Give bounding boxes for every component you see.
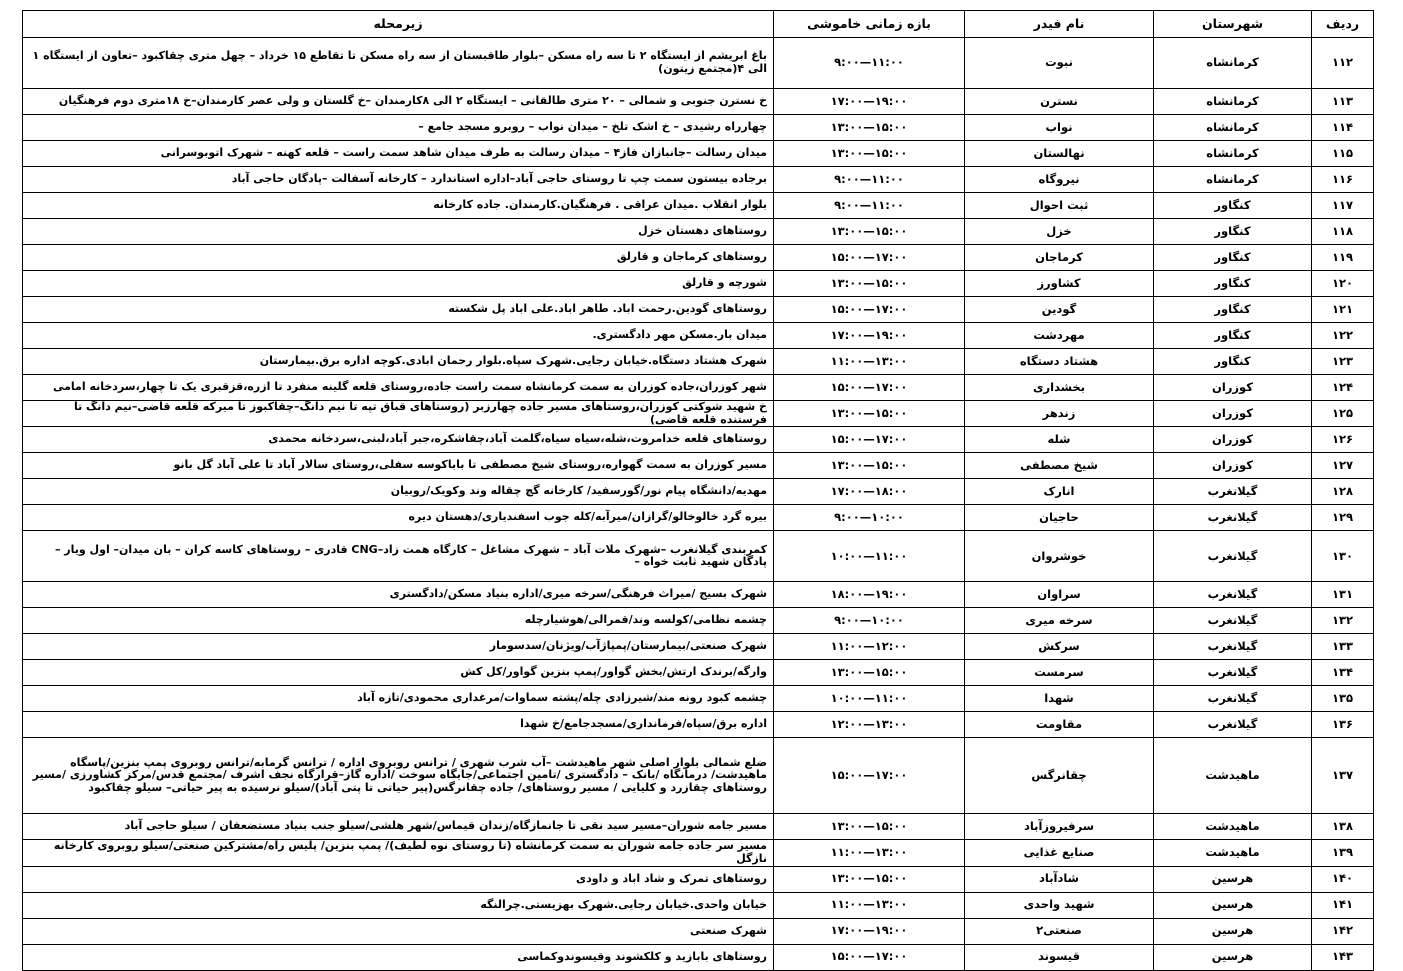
feeder-cell: خوشروان [965,531,1154,582]
area-cell: شهرک صنعتی [23,918,774,944]
time-range-cell: ۱۵:۰۰—۱۳:۰۰ [774,660,965,686]
table-row [23,375,1374,401]
city-cell: گیلانغرب [1154,479,1312,505]
feeder-cell: بخشداری [965,375,1154,401]
table-row [23,245,1374,271]
area-cell: میدان بار.مسکن مهر دادگستری. [23,323,774,349]
time-range-cell: ۱۱:۰۰—۹:۰۰ [774,38,965,89]
city-cell: هرسین [1154,918,1312,944]
outage-table-container [22,10,1374,964]
table-row [23,297,1374,323]
time-range-cell: ۱۵:۰۰—۱۳:۰۰ [774,219,965,245]
row-number-cell: ۱۲۹ [1312,505,1374,531]
table-row [23,401,1374,427]
city-cell: کوزران [1154,401,1312,427]
area-cell: روستاهای بابازید و کلکشوند وقیسوندوکماسی [23,944,774,970]
row-number-cell: ۱۴۱ [1312,892,1374,918]
city-cell: گیلانغرب [1154,686,1312,712]
time-range-cell: ۱۵:۰۰—۱۳:۰۰ [774,141,965,167]
feeder-cell: خزل [965,219,1154,245]
row-number-cell: ۱۲۳ [1312,349,1374,375]
row-number-cell: ۱۳۲ [1312,608,1374,634]
area-cell: اداره برق/سپاه/فرمانداری/مسجدجامع/خ شهدا [23,712,774,738]
feeder-cell: انارک [965,479,1154,505]
row-number-cell: ۱۱۷ [1312,193,1374,219]
area-cell: برجاده بیستون سمت چپ تا روستای حاجی آباد–اداره استاندارد – کارخانه آسفالت –پادگان حاجی آباد [23,167,774,193]
row-number-cell: ۱۳۵ [1312,686,1374,712]
city-cell: گیلانغرب [1154,505,1312,531]
time-range-cell: ۱۵:۰۰—۱۳:۰۰ [774,814,965,840]
feeder-cell: کشاورز [965,271,1154,297]
area-cell: مسیر کوزران به سمت گهواره،روستای شیخ مصطفی تا باباکوسه سفلی،روستای سالار آباد تا علی آباد گل بانو [23,453,774,479]
table-row [23,660,1374,686]
table-row [23,38,1374,89]
table-row [23,918,1374,944]
header-row-number: ردیف [1312,11,1374,38]
time-range-cell: ۱۵:۰۰—۱۳:۰۰ [774,271,965,297]
feeder-cell: نواب [965,115,1154,141]
area-cell: بیره گرد خالوخالو/گرازان/میرآبه/کله جوب اسفندیاری/دهستان دیره [23,505,774,531]
feeder-cell: سرفیروزآباد [965,814,1154,840]
row-number-cell: ۱۲۴ [1312,375,1374,401]
city-cell: کرمانشاه [1154,38,1312,89]
time-range-cell: ۱۵:۰۰—۱۳:۰۰ [774,866,965,892]
area-cell: روستاهای کرماجان و قارلق [23,245,774,271]
feeder-cell: قیسوند [965,944,1154,970]
row-number-cell: ۱۳۳ [1312,634,1374,660]
area-cell: چهارراه رشیدی – خ اشک تلخ – میدان نواب – روبرو مسجد جامع – [23,115,774,141]
table-row [23,453,1374,479]
area-cell: شورچه و قارلق [23,271,774,297]
table-row [23,479,1374,505]
table-row [23,738,1374,814]
time-range-cell: ۱۰:۰۰—۹:۰۰ [774,608,965,634]
table-row [23,840,1374,866]
time-range-cell: ۱۸:۰۰—۱۷:۰۰ [774,479,965,505]
time-range-cell: ۱۱:۰۰—۱۰:۰۰ [774,686,965,712]
row-number-cell: ۱۱۳ [1312,89,1374,115]
row-number-cell: ۱۳۱ [1312,582,1374,608]
feeder-cell: کرماجان [965,245,1154,271]
time-range-cell: ۱۳:۰۰—۱۱:۰۰ [774,349,965,375]
time-range-cell: ۱۵:۰۰—۱۳:۰۰ [774,401,965,427]
time-range-cell: ۱۷:۰۰—۱۵:۰۰ [774,944,965,970]
table-body [23,38,1374,971]
city-cell: ماهیدشت [1154,814,1312,840]
area-cell: روستاهای دهستان خزل [23,219,774,245]
area-cell: شهرک هشتاد دستگاه.خیابان رجایی.شهرک سپاه.بلوار رحمان ابادی.کوچه اداره برق.بیمارستان [23,349,774,375]
city-cell: هرسین [1154,892,1312,918]
city-cell: کرمانشاه [1154,89,1312,115]
city-cell: کنگاور [1154,219,1312,245]
table-header-row [23,11,1374,38]
feeder-cell: مقاومت [965,712,1154,738]
row-number-cell: ۱۳۶ [1312,712,1374,738]
table-row [23,193,1374,219]
feeder-cell: حاجیان [965,505,1154,531]
time-range-cell: ۱۷:۰۰—۱۵:۰۰ [774,297,965,323]
header-area: زیرمحله [23,11,774,38]
row-number-cell: ۱۲۱ [1312,297,1374,323]
city-cell: کرمانشاه [1154,167,1312,193]
header-feeder: نام فیدر [965,11,1154,38]
time-range-cell: ۱۷:۰۰—۱۵:۰۰ [774,427,965,453]
row-number-cell: ۱۱۵ [1312,141,1374,167]
time-range-cell: ۱۷:۰۰—۱۵:۰۰ [774,375,965,401]
city-cell: گیلانغرب [1154,582,1312,608]
area-cell: شهر کوزران،جاده کوزران به سمت کرمانشاه سمت راست جاده،روستای قلعه گلینه منفرد تا ازره،قزقبری یک تا چهار،سردخانه امامی [23,375,774,401]
table-row [23,505,1374,531]
feeder-cell: صنایع غذایی [965,840,1154,866]
table-row [23,89,1374,115]
table-row [23,866,1374,892]
table-row [23,271,1374,297]
time-range-cell: ۱۹:۰۰—۱۷:۰۰ [774,323,965,349]
feeder-cell: زندهر [965,401,1154,427]
table-row [23,892,1374,918]
city-cell: کنگاور [1154,193,1312,219]
row-number-cell: ۱۱۲ [1312,38,1374,89]
feeder-cell: شیخ مصطفی [965,453,1154,479]
city-cell: ماهیدشت [1154,738,1312,814]
area-cell: باغ ابریشم از ایستگاه ۲ تا سه راه مسکن –بلوار طاقبستان از سه راه مسکن تا تقاطع ۱۵ خرداد – چهل متری چقاکبود –تعاون از ایستگاه ۱ الی ۴(مجتمع زیتون) [23,38,774,89]
area-cell: روستاهای گودین.رحمت اباد. طاهر اباد.علی اباد پل شکسته [23,297,774,323]
row-number-cell: ۱۳۹ [1312,840,1374,866]
area-cell: شهرک بسیج /میراث فرهنگی/سرخه میری/اداره بنیاد مسکن/دادگستری [23,582,774,608]
table-row [23,686,1374,712]
city-cell: کوزران [1154,453,1312,479]
feeder-cell: گودین [965,297,1154,323]
time-range-cell: ۱۱:۰۰—۱۰:۰۰ [774,531,965,582]
row-number-cell: ۱۴۰ [1312,866,1374,892]
time-range-cell: ۱۹:۰۰—۱۸:۰۰ [774,582,965,608]
area-cell: روستاهای قلعه خدامروت،شله،سیاه سیاه،گلمت آباد،چقاشکره،جبر آباد،لبنی،سردخانه محمدی [23,427,774,453]
time-range-cell: ۱۲:۰۰—۱۱:۰۰ [774,634,965,660]
row-number-cell: ۱۴۳ [1312,944,1374,970]
table-row [23,349,1374,375]
feeder-cell: سرمست [965,660,1154,686]
city-cell: گیلانغرب [1154,634,1312,660]
area-cell: مسیر سر جاده جامه شوران به سمت کرمانشاه (تا روستای نوه لطیف)/ پمپ بنزین/ پلیس راه/مشترکین صنعتی/سیلو روبروی کارخانه نازگل [23,840,774,866]
feeder-cell: صنعتی۲ [965,918,1154,944]
city-cell: هرسین [1154,944,1312,970]
feeder-cell: نهالستان [965,141,1154,167]
city-cell: کرمانشاه [1154,115,1312,141]
feeder-cell: شله [965,427,1154,453]
area-cell: مسیر جامه شوران–مسیر سید نقی تا جانمازگاه/زندان قیماس/شهر هلشی/سیلو جنب بنیاد مستضعفان / سیلو حاجی آباد [23,814,774,840]
table-row [23,712,1374,738]
table-row [23,167,1374,193]
table-row [23,944,1374,970]
row-number-cell: ۱۱۶ [1312,167,1374,193]
area-cell: روستاهای تمرک و شاد اباد و داودی [23,866,774,892]
table-row [23,323,1374,349]
city-cell: کنگاور [1154,245,1312,271]
row-number-cell: ۱۲۲ [1312,323,1374,349]
table-row [23,814,1374,840]
area-cell: کمربندی گیلانغرب –شهرک ملات آباد – شهرک مشاغل – کارگاه همت زاد–CNG قادری – روستاهای کاسه کران – بان میدان– اول ویار – پادگان شهید ثابت خواه – [23,531,774,582]
table-row [23,608,1374,634]
row-number-cell: ۱۲۶ [1312,427,1374,453]
feeder-cell: نسترن [965,89,1154,115]
row-number-cell: ۱۱۸ [1312,219,1374,245]
feeder-cell: مهردشت [965,323,1154,349]
time-range-cell: ۱۷:۰۰—۱۵:۰۰ [774,245,965,271]
time-range-cell: ۱۰:۰۰—۹:۰۰ [774,505,965,531]
area-cell: میدان رسالت –جانبازان فاز۴ – میدان رسالت به طرف میدان شاهد سمت راست – قلعه کهنه – شهرک اتوبوسرانی [23,141,774,167]
feeder-cell: شهید واحدی [965,892,1154,918]
feeder-cell: شهدا [965,686,1154,712]
city-cell: کنگاور [1154,297,1312,323]
area-cell: خ شهید شوکتی کوزران،روستاهای مسیر جاده چهارزبر (روستاهای قباق تپه تا نیم دانگ–چقاکبوز تا میرکه قلعه قاضی–نیم دانگ تا فرستنده قلعه قاضی) [23,401,774,427]
row-number-cell: ۱۲۰ [1312,271,1374,297]
city-cell: ماهیدشت [1154,840,1312,866]
area-cell: شهرک صنعتی/بیمارستان/پمپاژآب/ویژنان/سدسومار [23,634,774,660]
time-range-cell: ۱۳:۰۰—۱۲:۰۰ [774,712,965,738]
table-row [23,115,1374,141]
area-cell: چشمه کبود رونه مند/شیرزادی چله/پشته سماوات/مرغداری محمودی/تازه آباد [23,686,774,712]
area-cell: مهدیه/دانشگاه پیام نور/گورسفید/ کارخانه گچ چقاله وند وکویک/روبیان [23,479,774,505]
row-number-cell: ۱۳۰ [1312,531,1374,582]
city-cell: کوزران [1154,375,1312,401]
feeder-cell: شادآباد [965,866,1154,892]
time-range-cell: ۱۵:۰۰—۱۳:۰۰ [774,115,965,141]
table-row [23,219,1374,245]
area-cell: خیابان واحدی.خیابان رجایی.شهرک بهزیستی.چرالنگه [23,892,774,918]
city-cell: هرسین [1154,866,1312,892]
feeder-cell: ثبت احوال [965,193,1154,219]
city-cell: گیلانغرب [1154,608,1312,634]
area-cell: بلوار انقلاب .میدان عراقی . فرهنگیان.کارمندان. جاده کارخانه [23,193,774,219]
time-range-cell: ۱۱:۰۰—۹:۰۰ [774,167,965,193]
time-range-cell: ۱۹:۰۰—۱۷:۰۰ [774,89,965,115]
time-range-cell: ۱۱:۰۰—۹:۰۰ [774,193,965,219]
outage-schedule-table [22,10,1374,971]
area-cell: ضلع شمالی بلوار اصلی شهر ماهیدشت –آب شرب شهری / ترانس روبروی اداره / ترانس گرمابه/ترانس روبروی پمپ بنزین/پاسگاه ماهیدشت/ درمانگاه /بانک – دادگستری /تامین اجتماعی/جایگاه سوخت /اداره گاز–قرارگاه نجف اشرف /مجتمع قدس/مرکز کشاورزی /مسیر روستاهای چقازرد و کلیایی / مسیر روستاهای/ جاده چقانرگس(پیر حیاتی تا پتی آباد)/سیلو نرسیده به پیر حیاتی– سیلو چقاکبود [23,738,774,814]
city-cell: کوزران [1154,427,1312,453]
city-cell: کنگاور [1154,271,1312,297]
table-row [23,141,1374,167]
table-row [23,634,1374,660]
row-number-cell: ۱۳۴ [1312,660,1374,686]
time-range-cell: ۱۷:۰۰—۱۵:۰۰ [774,738,965,814]
row-number-cell: ۱۱۹ [1312,245,1374,271]
feeder-cell: سراوان [965,582,1154,608]
area-cell: چشمه نظامی/کولسه وند/قمرالی/هوشیارچله [23,608,774,634]
city-cell: کنگاور [1154,323,1312,349]
feeder-cell: سرخه میری [965,608,1154,634]
city-cell: کرمانشاه [1154,141,1312,167]
time-range-cell: ۱۳:۰۰—۱۱:۰۰ [774,840,965,866]
city-cell: کنگاور [1154,349,1312,375]
feeder-cell: سرکش [965,634,1154,660]
feeder-cell: نیروگاه [965,167,1154,193]
time-range-cell: ۱۹:۰۰—۱۷:۰۰ [774,918,965,944]
row-number-cell: ۱۴۲ [1312,918,1374,944]
header-city: شهرستان [1154,11,1312,38]
table-row [23,427,1374,453]
area-cell: خ نسترن جنوبی و شمالی – ۲۰ متری طالقانی – ایستگاه ۲ الی ۸کارمندان –خ گلستان و ولی عصر کارمندان–خ ۱۸متری دوم فرهنگیان [23,89,774,115]
row-number-cell: ۱۳۸ [1312,814,1374,840]
time-range-cell: ۱۵:۰۰—۱۳:۰۰ [774,453,965,479]
row-number-cell: ۱۲۸ [1312,479,1374,505]
feeder-cell: هشتاد دستگاه [965,349,1154,375]
city-cell: گیلانغرب [1154,531,1312,582]
feeder-cell: چقانرگس [965,738,1154,814]
row-number-cell: ۱۳۷ [1312,738,1374,814]
table-row [23,531,1374,582]
header-time: بازه زمانی خاموشی [774,11,965,38]
row-number-cell: ۱۱۴ [1312,115,1374,141]
row-number-cell: ۱۲۵ [1312,401,1374,427]
area-cell: وارگه/برندک ارتش/بخش گواور/پمپ بنزین گواور/کل کش [23,660,774,686]
time-range-cell: ۱۳:۰۰—۱۱:۰۰ [774,892,965,918]
feeder-cell: نبوت [965,38,1154,89]
row-number-cell: ۱۲۷ [1312,453,1374,479]
city-cell: گیلانغرب [1154,660,1312,686]
table-row [23,582,1374,608]
city-cell: گیلانغرب [1154,712,1312,738]
